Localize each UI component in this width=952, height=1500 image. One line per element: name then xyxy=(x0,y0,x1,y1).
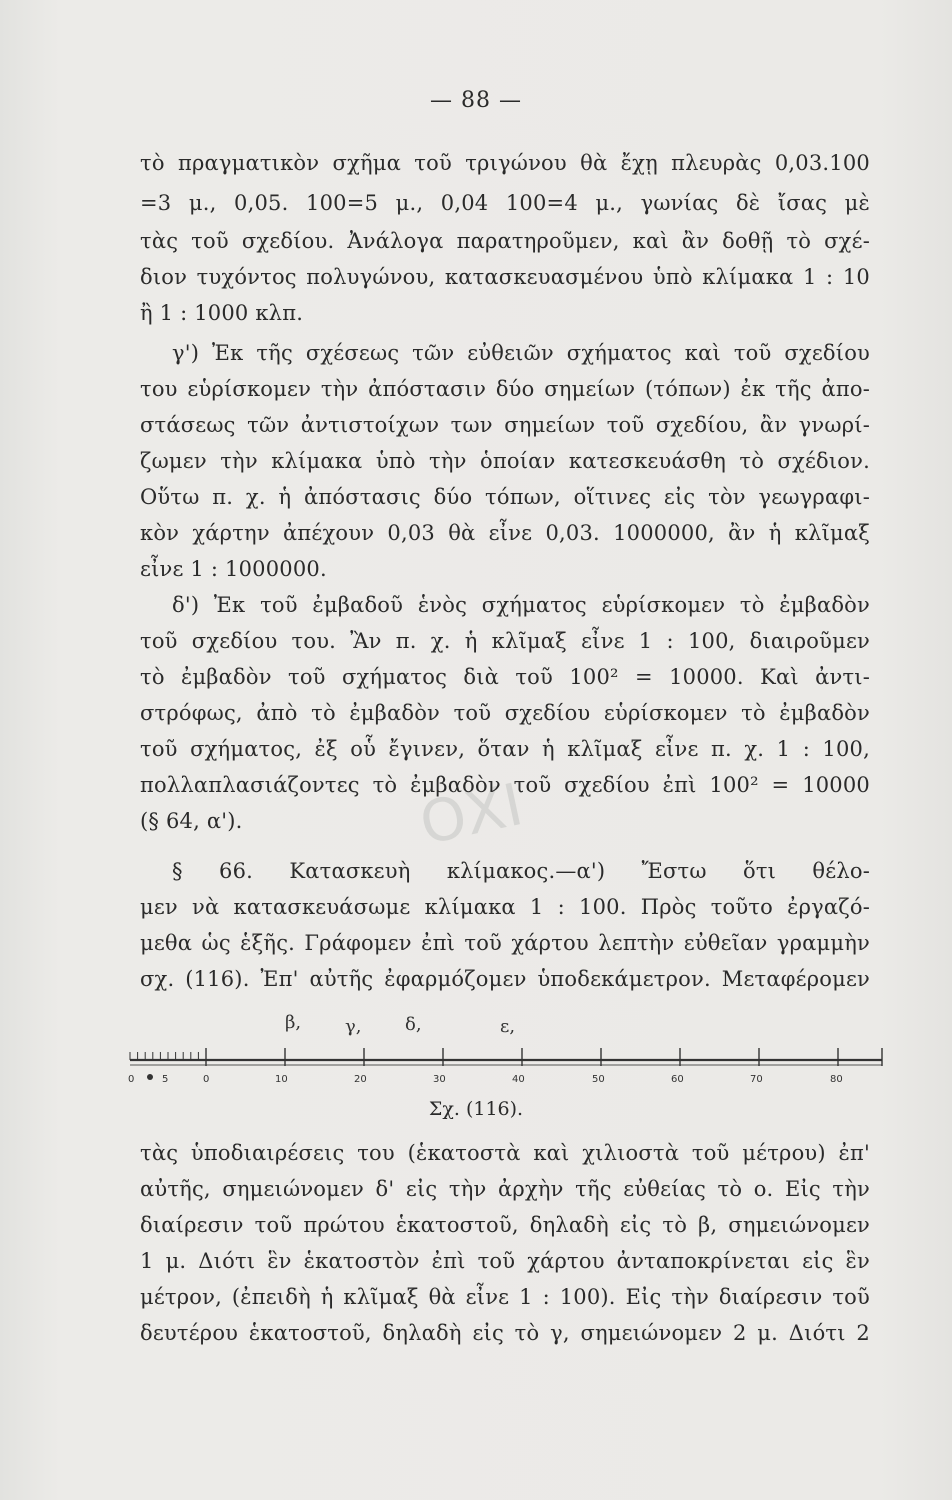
text-line: τοῦ σχήματος, ἐξ οὗ ἔγινεν, ὅταν ἡ κλῖμαξ εἶνε π. χ. 1 : 100, xyxy=(140,737,870,761)
figure-letter: δ, xyxy=(405,1014,422,1035)
tick-label: 30 xyxy=(433,1074,446,1085)
text-line: στρόφως, ἀπὸ τὸ ἐμβαδὸν τοῦ σχεδίου εὑρίσκομεν τὸ ἐμβαδὸν xyxy=(140,701,870,725)
figure-caption: Σχ. (116). xyxy=(428,1098,524,1120)
text-line: στάσεως τῶν ἀντιστοίχων των σημείων τοῦ σχεδίου, ἂν γνωρί- xyxy=(140,413,870,437)
tick-label: 0 xyxy=(128,1074,135,1085)
scale-figure xyxy=(120,1000,890,1090)
tick-label: 20 xyxy=(354,1074,367,1085)
text-line: τὰς τοῦ σχεδίου. Ἀνάλογα παρατηροῦμεν, καὶ ἂν δοθῇ τὸ σχέ- xyxy=(140,229,870,253)
text-line: πολλαπλασιάζοντες τὸ ἐμβαδὸν τοῦ σχεδίου ἐπὶ 100² = 10000 xyxy=(140,773,870,797)
text-line: (§ 64, α'). xyxy=(140,809,243,833)
figure-letter: ε, xyxy=(500,1016,516,1037)
text-line: τοῦ σχεδίου του. Ἂν π. χ. ἡ κλῖμαξ εἶνε 1 : 100, διαιροῦμεν xyxy=(140,629,870,653)
text-line: τὸ ἐμβαδὸν τοῦ σχήματος διὰ τοῦ 100² = 10000. Καὶ ἀντι- xyxy=(140,665,870,689)
text-line: κὸν χάρτην ἀπέχουν 0,03 θὰ εἶνε 0,03. 1000000, ἂν ἡ κλῖμαξ xyxy=(140,521,870,545)
faint-stamp: ΟΧΙ xyxy=(414,770,529,858)
section-heading-line: § 66. Κατασκευὴ κλίμακος.—α') Ἔστω ὅτι θέλο- xyxy=(172,859,870,883)
figure-letter: β, xyxy=(285,1012,302,1033)
text-line: τὸ πραγματικὸν σχῆμα τοῦ τριγώνου θὰ ἔχῃ πλευρὰς 0,03.100 xyxy=(140,151,870,175)
text-line: μεν νὰ κατασκευάσωμε κλίμακα 1 : 100. Πρὸς τοῦτο ἐργαζό- xyxy=(140,895,870,919)
text-line: ζωμεν τὴν κλίμακα ὑπὸ τὴν ὁποίαν κατεσκευάσθη τὸ σχέδιον. xyxy=(140,449,870,473)
tick-label: 80 xyxy=(830,1074,843,1085)
text-line: δευτέρου ἑκατοστοῦ, δηλαδὴ εἰς τὸ γ, σημειώνομεν 2 μ. Διότι 2 xyxy=(140,1321,870,1345)
text-line: σχ. (116). Ἐπ' αὐτῆς ἐφαρμόζομεν ὑποδεκάμετρον. Μεταφέρομεν xyxy=(140,967,870,991)
text-line: γ') Ἐκ τῆς σχέσεως τῶν εὐθειῶν σχήματος καὶ τοῦ σχεδίου xyxy=(172,341,870,365)
text-line: δ') Ἐκ τοῦ ἐμβαδοῦ ἑνὸς σχήματος εὑρίσκομεν τὸ ἐμβαδὸν xyxy=(172,593,870,617)
figure-letter: γ, xyxy=(345,1016,362,1037)
text-line: διαίρεσιν τοῦ πρώτου ἑκατοστοῦ, δηλαδὴ εἰς τὸ β, σημειώνομεν xyxy=(140,1213,870,1237)
text-line: διον τυχόντος πολυγώνου, κατασκευασμένου ὑπὸ κλίμακα 1 : 10 xyxy=(140,265,870,289)
tick-label: 0 xyxy=(203,1074,210,1085)
text-line: =3 μ., 0,05. 100=5 μ., 0,04 100=4 μ., γωνίας δὲ ἴσας μὲ xyxy=(140,191,870,215)
text-line: Οὕτω π. χ. ἡ ἀπόστασις δύο τόπων, οἵτινες εἰς τὸν γεωγραφι- xyxy=(140,485,870,509)
text-line: εἶνε 1 : 1000000. xyxy=(140,557,327,581)
text-line: ἢ 1 : 1000 κλπ. xyxy=(140,301,304,325)
tick-label: 40 xyxy=(512,1074,525,1085)
text-line: τὰς ὑποδιαιρέσεις του (ἑκατοστὰ καὶ χιλιοστὰ τοῦ μέτρου) ἐπ' xyxy=(140,1141,870,1165)
text-line: 1 μ. Διότι ἓν ἑκατοστὸν ἐπὶ τοῦ χάρτου ἀνταποκρίνεται εἰς ἓν xyxy=(140,1249,870,1273)
text-line: του εὑρίσκομεν τὴν ἀπόστασιν δύο σημείων (τόπων) ἐκ τῆς ἀπο- xyxy=(140,377,870,401)
tick-label: 60 xyxy=(671,1074,684,1085)
tick-label: 70 xyxy=(750,1074,763,1085)
text-line: μεθα ὡς ἑξῆς. Γράφομεν ἐπὶ τοῦ χάρτου λεπτὴν εὐθεῖαν γραμμὴν xyxy=(140,931,870,955)
page-number: — 88 — xyxy=(430,88,522,113)
text-line: αὐτῆς, σημειώνομεν δ' εἰς τὴν ἀρχὴν τῆς εὐθείας τὸ ο. Εἰς τὴν xyxy=(140,1177,870,1201)
tick-label: 5 xyxy=(162,1074,169,1085)
tick-label: 50 xyxy=(592,1074,605,1085)
origin-dot xyxy=(147,1074,153,1080)
text-line: μέτρον, (ἐπειδὴ ἡ κλῖμαξ θὰ εἶνε 1 : 100). Εἰς τὴν διαίρεσιν τοῦ xyxy=(140,1285,870,1309)
tick-label: 10 xyxy=(275,1074,288,1085)
